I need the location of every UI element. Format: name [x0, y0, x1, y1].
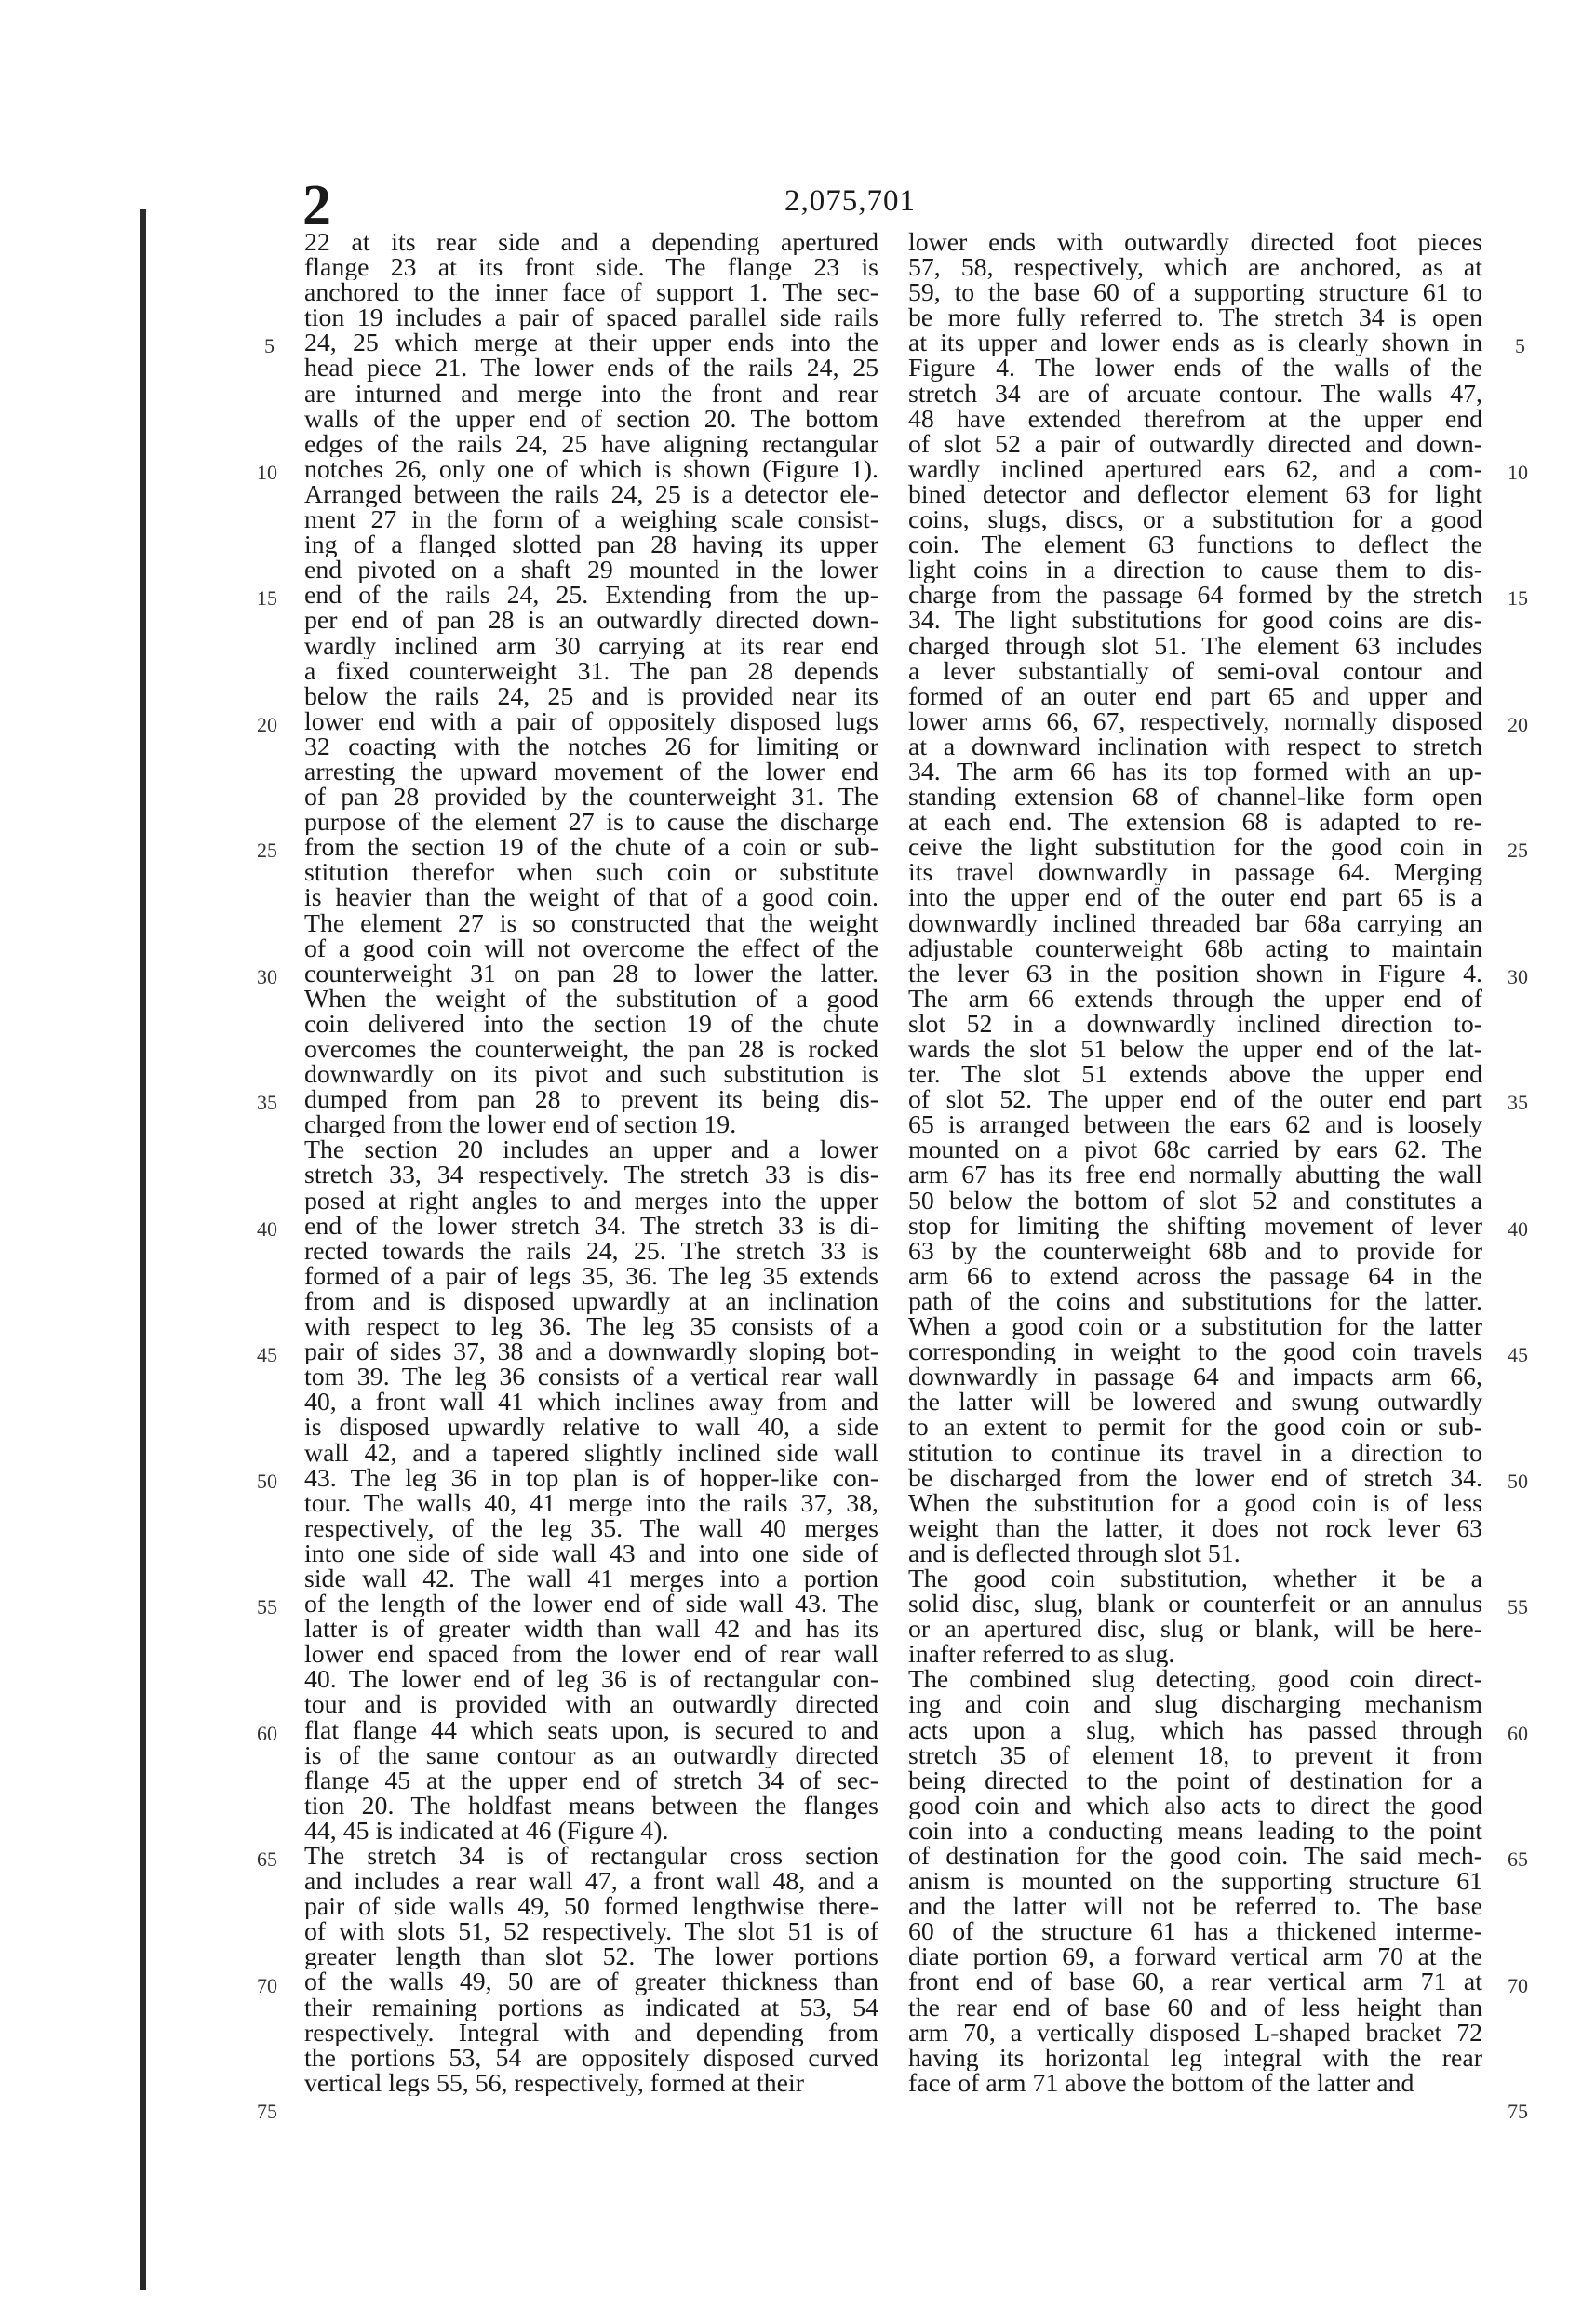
- text-line: pair of side walls 49, 50 formed lengthwise there-: [304, 1894, 878, 1920]
- text-line: its travel downwardly in passage 64. Merging: [908, 860, 1482, 886]
- line-number: 10: [257, 460, 277, 484]
- text-line: being directed to the point of destination for a: [908, 1767, 1482, 1793]
- text-line: 34. The light substitutions for good coins are dis-: [908, 608, 1482, 634]
- line-number: 55: [257, 1595, 277, 1619]
- text-line: from and is disposed upwardly at an inclination: [304, 1288, 878, 1315]
- text-line: flat flange 44 which seats upon, is secured to and: [304, 1717, 878, 1743]
- text-line: The element 27 is so constructed that the weight: [304, 910, 878, 936]
- text-line: The stretch 34 is of rectangular cross section: [304, 1844, 878, 1870]
- text-line: greater length than slot 52. The lower portions: [304, 1944, 878, 1970]
- text-line: When the substitution for a good coin is of less: [908, 1490, 1482, 1516]
- text-line: at a downward inclination with respect to stretch: [908, 733, 1482, 759]
- text-line: coins, slugs, discs, or a substitution for a good: [908, 507, 1482, 533]
- text-line: diate portion 69, a forward vertical arm 70 at the: [908, 1944, 1482, 1970]
- text-line: ing and coin and slug discharging mechanism: [908, 1692, 1482, 1718]
- text-line: and is deflected through slot 51.: [908, 1540, 1240, 1566]
- text-line: charged from the lower end of section 19.: [304, 1112, 737, 1138]
- text-line: 65 is arranged between the ears 62 and is loosely: [908, 1112, 1482, 1138]
- text-line: of the length of the lower end of side wall 43. The: [304, 1592, 878, 1618]
- text-line: inafter referred to as slug.: [908, 1642, 1175, 1668]
- text-line: downwardly on its pivot and such substitution is: [304, 1062, 878, 1088]
- text-line: coin. The element 63 functions to deflect the: [908, 532, 1482, 558]
- text-line: rected towards the rails 24, 25. The stretch 33 is: [304, 1238, 878, 1264]
- patent-number: 2,075,701: [784, 184, 916, 218]
- text-line: stitution therefor when such coin or substitute: [304, 860, 878, 886]
- text-line: face of arm 71 above the bottom of the latter and: [908, 2070, 1414, 2096]
- text-line: downwardly inclined threaded bar 68a carrying an: [908, 910, 1482, 936]
- text-line: of the walls 49, 50 are of greater thickness than: [304, 1969, 878, 1995]
- text-line: of destination for the good coin. The said mech-: [908, 1844, 1482, 1870]
- text-line: flange 45 at the upper end of stretch 34 of sec-: [304, 1767, 878, 1793]
- text-line: of a good coin will not overcome the effect of the: [304, 935, 878, 961]
- text-line: acts upon a slug, which has passed through: [908, 1717, 1482, 1743]
- text-line: a fixed counterweight 31. The pan 28 depends: [304, 658, 878, 684]
- text-line: charged through slot 51. The element 63 includes: [908, 633, 1482, 659]
- text-line: the portions 53, 54 are oppositely disposed curved: [304, 2045, 878, 2071]
- text-line: wards the slot 51 below the upper end of the lat-: [908, 1037, 1482, 1063]
- line-number: 50: [257, 1469, 277, 1493]
- line-number: 40: [1508, 1216, 1528, 1241]
- text-line: be more fully referred to. The stretch 34 is open: [908, 305, 1482, 331]
- text-line: end of the rails 24, 25. Extending from the up-: [304, 583, 878, 609]
- text-line: formed of a pair of legs 35, 36. The leg 35 extends: [304, 1263, 878, 1289]
- text-line: stretch 33, 34 respectively. The stretch 33 is dis-: [304, 1162, 878, 1189]
- text-line: front end of base 60, a rear vertical arm 71 at: [908, 1969, 1482, 1995]
- text-line: arm 67 has its free end normally abutting the wall: [908, 1162, 1482, 1189]
- line-number: 75: [1508, 2100, 1528, 2124]
- text-line: of with slots 51, 52 respectively. The slot 51 is of: [304, 1919, 878, 1945]
- line-number: 15: [1508, 586, 1528, 611]
- text-line: The arm 66 extends through the upper end of: [908, 986, 1482, 1012]
- text-line: ter. The slot 51 extends above the upper end: [908, 1062, 1482, 1088]
- text-line: slot 52 in a downwardly inclined direction to-: [908, 1011, 1482, 1037]
- text-line: stop for limiting the shifting movement of lever: [908, 1213, 1482, 1239]
- text-line: overcomes the counterweight, the pan 28 is rocked: [304, 1037, 878, 1063]
- text-line: of slot 52. The upper end of the outer end part: [908, 1087, 1482, 1113]
- text-line: 50 below the bottom of slot 52 and constitutes a: [908, 1188, 1482, 1214]
- text-line: and the latter will not be referred to. The base: [908, 1894, 1482, 1920]
- line-number: 55: [1508, 1595, 1528, 1619]
- line-number: 75: [257, 2100, 277, 2124]
- text-line: of slot 52 a pair of outwardly directed and down-: [908, 431, 1482, 457]
- line-number: 25: [1508, 839, 1528, 863]
- line-number: 70: [257, 1973, 277, 1997]
- line-number: 65: [1508, 1847, 1528, 1872]
- text-line: vertical legs 55, 56, respectively, formed at their: [304, 2070, 804, 2096]
- text-line: dumped from pan 28 to prevent its being dis-: [304, 1087, 878, 1113]
- text-line: tour and is provided with an outwardly directed: [304, 1692, 878, 1718]
- line-number: 70: [1508, 1973, 1528, 1997]
- text-line: Figure 4. The lower ends of the walls of the: [908, 356, 1482, 382]
- text-line: charge from the passage 64 formed by the stretch: [908, 583, 1482, 609]
- right-text-column: [908, 230, 1482, 2096]
- text-line: notches 26, only one of which is shown (Figure 1).: [304, 456, 878, 482]
- text-line: counterweight 31 on pan 28 to lower the latter.: [304, 960, 878, 987]
- line-number: 45: [1508, 1343, 1528, 1367]
- text-line: 32 coacting with the notches 26 for limiting or: [304, 733, 878, 759]
- text-line: ceive the light substitution for the good coin in: [908, 835, 1482, 861]
- line-number: 60: [257, 1721, 277, 1745]
- text-line: weight than the latter, it does not rock lever 63: [908, 1515, 1482, 1541]
- text-line: tour. The walls 40, 41 merge into the rails 37, 38,: [304, 1490, 878, 1516]
- text-line: standing extension 68 of channel-like form open: [908, 785, 1482, 811]
- text-line: stitution to continue its travel in a direction to: [908, 1440, 1482, 1466]
- text-line: ing of a flanged slotted pan 28 having its upper: [304, 532, 878, 558]
- text-line: having its horizontal leg integral with the rear: [908, 2045, 1482, 2071]
- text-line: the latter will be lowered and swung outwardly: [908, 1390, 1482, 1416]
- text-line: The combined slug detecting, good coin direct-: [908, 1667, 1482, 1693]
- text-line: pair of sides 37, 38 and a downwardly sloping bot-: [304, 1339, 878, 1365]
- text-line: from the section 19 of the chute of a coin or sub-: [304, 835, 878, 861]
- text-line: posed at right angles to and merges into the upper: [304, 1188, 878, 1214]
- line-number: 5: [264, 334, 275, 358]
- text-line: end of the lower stretch 34. The stretch 33 is di-: [304, 1213, 878, 1239]
- text-line: 22 at its rear side and a depending apertured: [304, 230, 878, 256]
- text-line: walls of the upper end of section 20. The bottom: [304, 406, 878, 432]
- text-line: lower end with a pair of oppositely disposed lugs: [304, 708, 878, 734]
- text-line: formed of an outer end part 65 and upper and: [908, 683, 1482, 709]
- text-line: lower end spaced from the lower end of rear wall: [304, 1642, 878, 1668]
- text-line: lower arms 66, 67, respectively, normally disposed: [908, 708, 1482, 734]
- text-line: into one side of side wall 43 and into one side of: [304, 1540, 878, 1566]
- text-line: into the upper end of the outer end part 65 is a: [908, 885, 1482, 911]
- line-number: 10: [1508, 460, 1528, 484]
- line-number: 25: [257, 839, 277, 863]
- text-line: tom 39. The leg 36 consists of a vertical rear wall: [304, 1364, 878, 1390]
- text-line: coin into a conducting means leading to the point: [908, 1818, 1482, 1844]
- line-number: 50: [1508, 1469, 1528, 1493]
- text-line: When a good coin or a substitution for the latter: [908, 1314, 1482, 1340]
- text-line: path of the coins and substitutions for the latter.: [908, 1288, 1482, 1315]
- line-number: 15: [257, 586, 277, 611]
- text-line: tion 20. The holdfast means between the flanges: [304, 1793, 878, 1819]
- text-line: 60 of the structure 61 has a thickened interme-: [908, 1919, 1482, 1945]
- text-line: the rear end of base 60 and of less height than: [908, 1995, 1482, 2021]
- text-line: arresting the upward movement of the lower end: [304, 759, 878, 786]
- text-line: 40, a front wall 41 which inclines away from and: [304, 1390, 878, 1416]
- line-number: 30: [1508, 964, 1528, 988]
- text-line: ment 27 in the form of a weighing scale consist-: [304, 507, 878, 533]
- text-line: anism is mounted on the supporting structure 61: [908, 1869, 1482, 1895]
- line-number: 20: [1508, 712, 1528, 736]
- line-number: 45: [257, 1343, 277, 1367]
- text-line: wall 42, and a tapered slightly inclined side wall: [304, 1440, 878, 1466]
- text-line: below the rails 24, 25 and is provided near its: [304, 683, 878, 709]
- text-line: a lever substantially of semi-oval contour and: [908, 658, 1482, 684]
- text-line: at its upper and lower ends as is clearly shown in: [908, 330, 1482, 356]
- text-line: The good coin substitution, whether it be a: [908, 1565, 1482, 1592]
- text-line: latter is of greater width than wall 42 and has its: [304, 1617, 878, 1643]
- margin-bar: [140, 209, 146, 2290]
- text-line: downwardly in passage 64 and impacts arm 66,: [908, 1364, 1482, 1390]
- text-line: with respect to leg 36. The leg 35 consists of a: [304, 1314, 878, 1340]
- text-line: wardly inclined apertured ears 62, and a com-: [908, 456, 1482, 482]
- text-line: wardly inclined arm 30 carrying at its rear end: [304, 633, 878, 659]
- page-number: 2: [302, 174, 331, 237]
- text-line: 44, 45 is indicated at 46 (Figure 4).: [304, 1818, 669, 1844]
- line-number: 60: [1508, 1721, 1528, 1745]
- text-line: arm 70, a vertically disposed L-shaped bracket 72: [908, 2020, 1482, 2046]
- text-line: head piece 21. The lower ends of the rails 24, 25: [304, 356, 878, 382]
- line-number: 30: [257, 964, 277, 988]
- text-line: are inturned and merge into the front and rear: [304, 381, 878, 407]
- left-text-column: [304, 230, 878, 2096]
- text-line: is disposed upwardly relative to wall 40, a side: [304, 1415, 878, 1441]
- text-line: edges of the rails 24, 25 have aligning rectangular: [304, 431, 878, 457]
- text-line: respectively, of the leg 35. The wall 40 merges: [304, 1515, 878, 1541]
- text-line: or an apertured disc, slug or blank, will be here-: [908, 1617, 1482, 1643]
- text-line: 24, 25 which merge at their upper ends into the: [304, 330, 878, 356]
- line-number: 35: [257, 1091, 277, 1115]
- text-line: of pan 28 provided by the counterweight 31. The: [304, 785, 878, 811]
- text-line: lower ends with outwardly directed foot pieces: [908, 230, 1482, 256]
- text-line: 59, to the base 60 of a supporting structure 61 to: [908, 280, 1482, 306]
- line-number: 65: [257, 1847, 277, 1872]
- line-number: 5: [1515, 334, 1525, 358]
- text-line: stretch 35 of element 18, to prevent it from: [908, 1742, 1482, 1768]
- text-line: 43. The leg 36 in top plan is of hopper-like con-: [304, 1465, 878, 1491]
- text-line: solid disc, slug, blank or counterfeit or an annulus: [908, 1592, 1482, 1618]
- text-line: to an extent to permit for the good coin or sub-: [908, 1415, 1482, 1441]
- text-line: respectively. Integral with and depending from: [304, 2020, 878, 2046]
- text-line: their remaining portions as indicated at 53, 54: [304, 1995, 878, 2021]
- text-line: the lever 63 in the position shown in Figure 4.: [908, 960, 1482, 987]
- text-line: 40. The lower end of leg 36 is of rectangular con-: [304, 1667, 878, 1693]
- text-line: at each end. The extension 68 is adapted to re-: [908, 810, 1482, 836]
- text-line: 63 by the counterweight 68b and to provide for: [908, 1238, 1482, 1264]
- text-line: 34. The arm 66 has its top formed with an up-: [908, 759, 1482, 786]
- line-number: 40: [257, 1216, 277, 1241]
- text-line: The section 20 includes an upper and a lower: [304, 1137, 878, 1163]
- text-line: mounted on a pivot 68c carried by ears 62. The: [908, 1137, 1482, 1163]
- text-line: per end of pan 28 is an outwardly directed down-: [304, 608, 878, 634]
- text-line: and includes a rear wall 47, a front wall 48, and a: [304, 1869, 878, 1895]
- text-line: side wall 42. The wall 41 merges into a portion: [304, 1565, 878, 1592]
- text-line: 57, 58, respectively, which are anchored, as at: [908, 255, 1482, 281]
- text-line: end pivoted on a shaft 29 mounted in the lower: [304, 557, 878, 584]
- text-line: adjustable counterweight 68b acting to maintain: [908, 935, 1482, 961]
- text-line: is heavier than the weight of that of a good coin.: [304, 885, 878, 911]
- line-number: 35: [1508, 1091, 1528, 1115]
- text-line: arm 66 to extend across the passage 64 in the: [908, 1263, 1482, 1289]
- text-line: light coins in a direction to cause them to dis-: [908, 557, 1482, 584]
- text-line: 48 have extended therefrom at the upper end: [908, 406, 1482, 432]
- text-line: be discharged from the lower end of stretch 34.: [908, 1465, 1482, 1491]
- text-line: Arranged between the rails 24, 25 is a detector ele-: [304, 481, 878, 508]
- text-line: tion 19 includes a pair of spaced parallel side rails: [304, 305, 878, 331]
- text-line: flange 23 at its front side. The flange 23 is: [304, 255, 878, 281]
- text-line: corresponding in weight to the good coin travels: [908, 1339, 1482, 1365]
- text-line: is of the same contour as an outwardly directed: [304, 1742, 878, 1768]
- text-line: anchored to the inner face of support 1. The sec-: [304, 280, 878, 306]
- text-line: good coin and which also acts to direct the good: [908, 1793, 1482, 1819]
- text-line: When the weight of the substitution of a good: [304, 986, 878, 1012]
- text-line: stretch 34 are of arcuate contour. The walls 47,: [908, 381, 1482, 407]
- text-line: coin delivered into the section 19 of the chute: [304, 1011, 878, 1037]
- text-line: purpose of the element 27 is to cause the discharge: [304, 810, 878, 836]
- text-line: bined detector and deflector element 63 for light: [908, 481, 1482, 508]
- line-number: 20: [257, 712, 277, 736]
